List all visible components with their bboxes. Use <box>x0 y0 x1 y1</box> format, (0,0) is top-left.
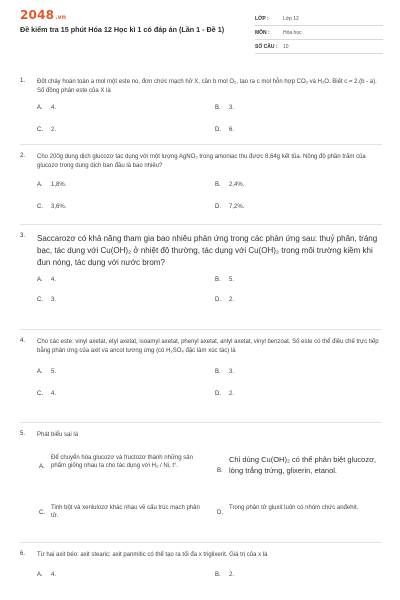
question-5 <box>20 423 382 543</box>
question-1 <box>20 70 382 145</box>
logo-sub-text: .vn <box>55 14 67 21</box>
question-text: Cho 200g dung dịch glucozơ tác dụng với một lượng AgNO₃ trong amoniac thu được 8,64g kết tủa. Nồng độ phần trăm của glucozơ trong dung dịch ban đầu là bao nhiêu? <box>37 154 366 169</box>
meta-value: Lớp 12 <box>283 16 299 22</box>
option-b[interactable]: B. 2. <box>215 571 235 578</box>
document-title: Đề kiểm tra 15 phút Hóa 12 Học kì 1 có đáp án (Lần 1 - Đề 1) <box>20 25 225 34</box>
option-b[interactable]: B. 3. <box>215 105 235 111</box>
option-d[interactable]: D. 6. <box>215 127 235 133</box>
option-d[interactable]: D. 7,2%. <box>215 204 245 210</box>
option-b[interactable]: B. 3. <box>215 369 235 375</box>
meta-value: 10 <box>283 44 289 50</box>
option-d[interactable]: D. 2. <box>215 297 235 303</box>
page-header <box>0 0 400 58</box>
site-logo[interactable] <box>20 8 66 22</box>
meta-key: MÔN : <box>255 30 270 36</box>
option-a[interactable]: A. 4. <box>37 571 57 578</box>
meta-row-subject <box>255 26 383 40</box>
question-6 <box>20 543 382 588</box>
question-number: 6. <box>20 551 26 557</box>
question-number: 2. <box>20 153 26 159</box>
question-4 <box>20 330 382 423</box>
meta-row-class <box>255 12 383 26</box>
question-text: Từ hai axit béo: axit stearic; axit panmitic có thể tạo ra tối đa x triglixerit. Giá trị của x là <box>37 552 268 558</box>
question-number: 1. <box>20 78 26 84</box>
question-list <box>20 70 382 588</box>
question-number: 5. <box>20 431 26 437</box>
question-text: Phát biểu sai là <box>37 432 79 438</box>
option-a[interactable]: A. 4. <box>37 105 57 111</box>
question-text: Saccarozơ có khả năng tham gia bao nhiêu phản ứng trong các phản ứng sau: thuỷ phân, tráng bạc, tác dụng với Cu(OH)₂ ở nhiệt độ thường, tác dụng với Cu(OH)₂ trong môi trường kiềm khi đun nóng, tác dụng với nước brom? <box>37 234 378 267</box>
option-d[interactable]: D. 2. <box>215 391 235 397</box>
option-b[interactable]: B. Chỉ dùng Cu(OH)₂ có thể phân biệt glucozơ, lòng trắng trứng, glixerin, etanol. <box>217 454 377 475</box>
logo-main-text: 2048 <box>20 8 55 22</box>
option-b[interactable]: B. 5. <box>215 277 235 283</box>
option-c[interactable]: C. 3. <box>37 297 57 303</box>
question-text: Cho các este: vinyl axetat, etyl axetat, isoamyl axetat, phenyl axetat, anlyl axetat, vinyl benzoat. Số este có thể điều chế trực tiếp bằng phản ứng của axit và ancol tương ứng (có H₂SO₄ đặc làm xúc tác) là <box>37 339 379 354</box>
meta-row-count <box>255 40 383 54</box>
option-c[interactable]: C. 3,6%. <box>37 204 67 210</box>
question-2 <box>20 145 382 225</box>
option-c[interactable]: C. 2. <box>37 127 57 133</box>
option-a[interactable]: A. Để chuyển hóa glucozơ và fructozơ thành những sản phẩm giống nhau ta cho tác dụng với H₂ / Ni, t°. <box>39 454 193 470</box>
option-b[interactable]: B. 2,4%. <box>215 182 245 188</box>
question-text: Đốt cháy hoàn toàn a mol một este no, đơn chức mạch hở X, cần b mol O₂, tạo ra c mol hỗn hợp CO₂ và H₂O. Biết c = 2.(b - a). Số đồng phân este của X là <box>37 79 377 94</box>
option-a[interactable]: A. 1,8%. <box>37 182 67 188</box>
meta-key: SỐ CÂU : <box>255 44 278 50</box>
meta-key: LỚP : <box>255 16 269 22</box>
option-c[interactable]: C. 4. <box>37 391 57 397</box>
question-3 <box>20 225 382 330</box>
question-number: 3. <box>20 233 26 239</box>
option-c[interactable]: C. Tinh bột và xenlulozơ khác nhau về cấu trúc mạch phân tử. <box>39 504 200 520</box>
question-number: 4. <box>20 338 26 344</box>
meta-value: Hóa học <box>283 30 302 36</box>
document-meta <box>255 12 383 54</box>
option-a[interactable]: A. 4. <box>37 277 57 283</box>
option-d[interactable]: D. Trong phân tử gluxit luôn có nhóm chức anđehit. <box>217 504 359 516</box>
option-a[interactable]: A. 5. <box>37 369 57 375</box>
